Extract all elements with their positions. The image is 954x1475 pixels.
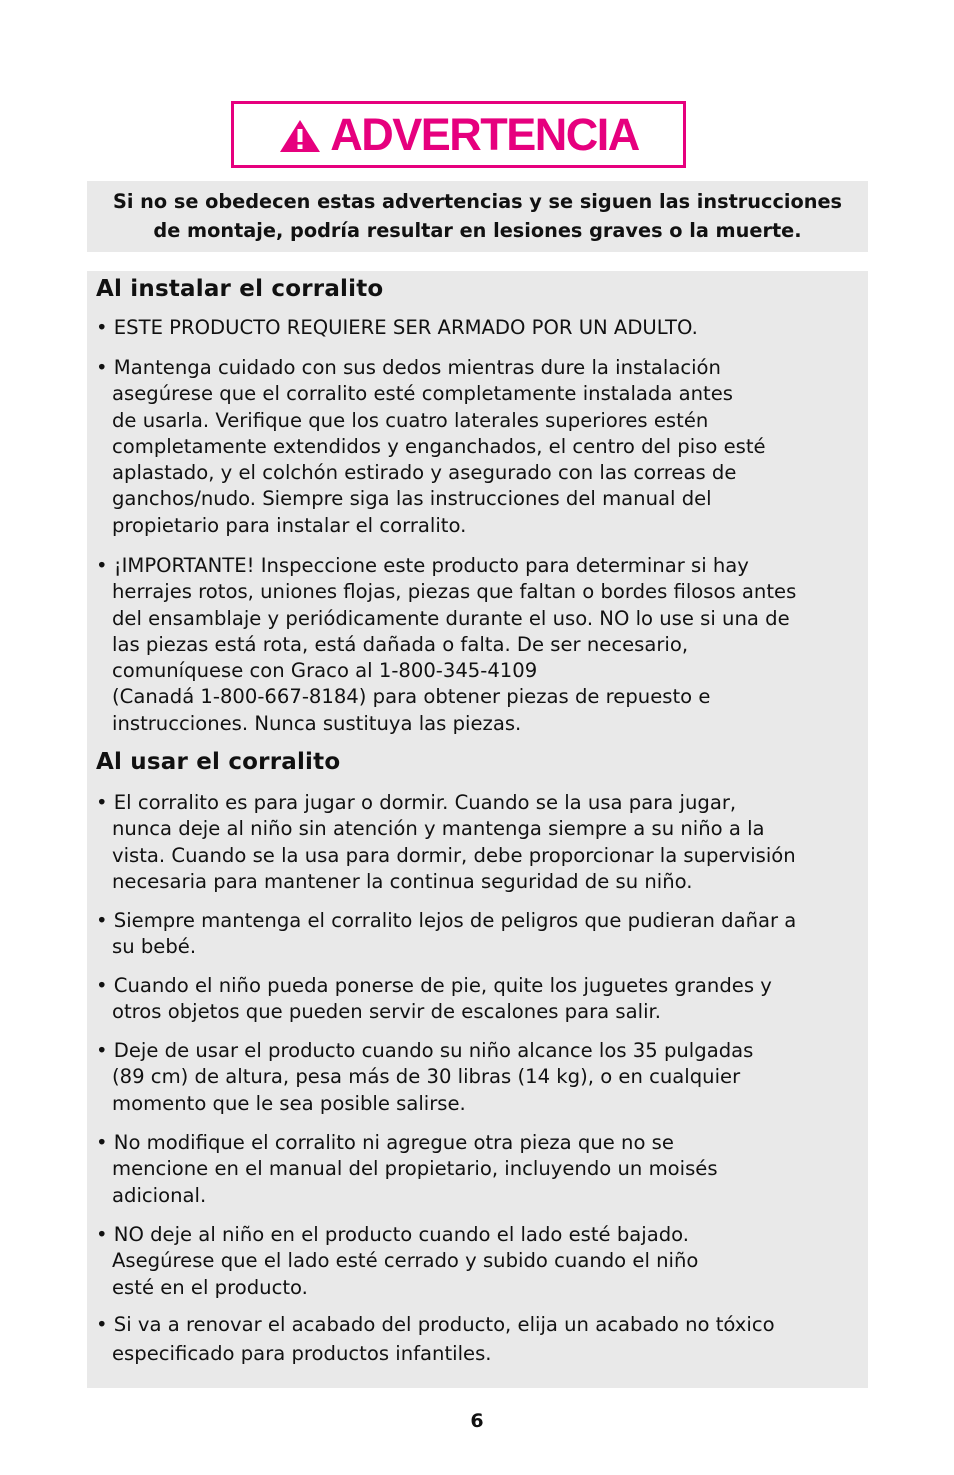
bullet-line: necesaria para mantener la continua seguridad de su niño. xyxy=(112,869,693,893)
bullet-line: ganchos/nudo. Siempre siga las instrucciones del manual del xyxy=(112,487,712,511)
bullet-line: del ensamblaje y periódicamente durante el uso. NO lo use si una de xyxy=(112,606,790,630)
bullet-item xyxy=(96,790,796,895)
bullet-line: instrucciones. Nunca sustituya las piezas. xyxy=(112,711,522,735)
bullet-line: herrajes rotos, uniones flojas, piezas que faltan o bordes filosos antes xyxy=(112,580,797,604)
warning-title: ADVERTENCIA xyxy=(330,109,639,160)
bullet-item xyxy=(96,1038,753,1117)
bullet-line: • No modifique el corralito ni agregue otra pieza que no se xyxy=(96,1131,674,1154)
warning-header xyxy=(231,101,686,168)
section-heading-install: Al instalar el corralito xyxy=(96,276,384,302)
bullet-line: • Deje de usar el producto cuando su niño alcance los 35 pulgadas xyxy=(96,1039,754,1062)
bullet-line: • Mantenga cuidado con sus dedos mientras dure la instalación xyxy=(96,356,721,379)
bullet-line: otros objetos que pueden servir de escalones para salir. xyxy=(112,1000,662,1024)
bullet-item xyxy=(96,553,796,737)
bullet-line: propietario para instalar el corralito. xyxy=(112,513,467,537)
bullet-line: adicional. xyxy=(112,1183,207,1207)
bullet-line: • El corralito es para jugar o dormir. Cuando se la usa para jugar, xyxy=(96,791,737,814)
bullet-line: vista. Cuando se la usa para dormir, debe proporcionar la supervisión xyxy=(112,843,796,867)
bullet-line: comuníquese con Graco al 1-800-345-4109 xyxy=(112,659,538,683)
bullet-line: las piezas está rota, está dañada o falta. De ser necesario, xyxy=(112,632,689,656)
bullet-line: (89 cm) de altura, pesa más de 30 libras (14 kg), o en cualquier xyxy=(112,1065,741,1089)
bullet-line: • ESTE PRODUCTO REQUIERE SER ARMADO POR UN ADULTO. xyxy=(96,316,698,339)
bullet-item xyxy=(96,315,698,341)
intro-line: de montaje, podría resultar en lesiones graves o la muerte. xyxy=(153,219,802,242)
bullet-item xyxy=(96,1310,775,1368)
bullet-line: (Canadá 1-800-667-8184) para obtener piezas de repuesto e xyxy=(112,685,711,709)
bullet-line: su bebé. xyxy=(112,935,197,959)
bullet-line: asegúrese que el corralito esté completamente instalada antes xyxy=(112,382,733,406)
intro-warning-text xyxy=(87,181,868,252)
intro-line: Si no se obedecen estas advertencias y se siguen las instrucciones xyxy=(112,190,843,213)
bullet-line: de usarla. Verifique que los cuatro laterales superiores estén xyxy=(112,408,709,432)
bullet-line: mencione en el manual del propietario, incluyendo un moisés xyxy=(112,1157,718,1181)
bullet-line: Asegúrese que el lado esté cerrado y subido cuando el niño xyxy=(112,1249,699,1273)
bullet-line: esté en el producto. xyxy=(112,1275,308,1299)
bullet-item xyxy=(96,1222,698,1301)
bullet-item xyxy=(96,1130,718,1209)
bullet-line: • NO deje al niño en el producto cuando el lado esté bajado. xyxy=(96,1223,690,1246)
bullet-item xyxy=(96,908,796,961)
bullet-line: • Siempre mantenga el corralito lejos de peligros que pudieran dañar a xyxy=(96,909,797,932)
section-heading-use: Al usar el corralito xyxy=(96,749,341,775)
bullet-line: • Cuando el niño pueda ponerse de pie, quite los juguetes grandes y xyxy=(96,974,772,997)
bullet-line: especificado para productos infantiles. xyxy=(112,1342,492,1365)
bullet-line: nunca deje al niño sin atención y mantenga siempre a su niño a la xyxy=(112,817,765,841)
bullet-line: completamente extendidos y enganchados, el centro del piso esté xyxy=(112,434,766,458)
warning-triangle-icon xyxy=(278,118,322,154)
page-number: 6 xyxy=(470,1410,484,1432)
bullet-line: momento que le sea posible salirse. xyxy=(112,1091,466,1115)
bullet-line: aplastado, y el colchón estirado y asegurado con las correas de xyxy=(112,461,737,485)
bullet-item xyxy=(96,973,772,1026)
bullet-line: • ¡IMPORTANTE! Inspeccione este producto para determinar si hay xyxy=(96,554,749,577)
bullet-item xyxy=(96,355,766,539)
bullet-line: • Si va a renovar el acabado del producto, elija un acabado no tóxico xyxy=(96,1313,775,1336)
